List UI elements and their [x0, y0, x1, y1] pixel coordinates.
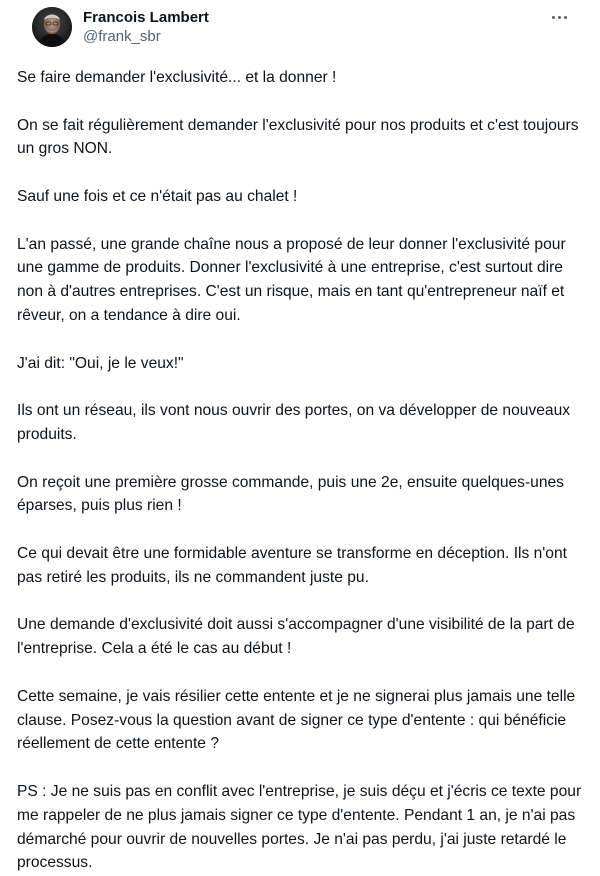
more-horizontal-icon: [552, 16, 555, 19]
tweet-paragraph: Ils ont un réseau, ils vont nous ouvrir des portes, on va développer de nouveaux produits.: [17, 402, 571, 443]
tweet-text: [17, 66, 583, 875]
tweet-paragraph: Se faire demander l'exclusivité... et la donner !: [17, 69, 337, 86]
tweet-paragraph: Ce qui devait être une formidable aventure se transforme en déception. Ils n'ont pas retiré les produits, ils ne commandent juste pu.: [17, 544, 567, 586]
avatar[interactable]: [32, 7, 72, 47]
tweet-paragraph: Une demande d'exclusivité doit aussi s'accompagner d'une visibilité de la part de l'entreprise. Cela a été le cas au début !: [17, 616, 575, 658]
tweet-paragraph: PS : Je ne suis pas en conflit avec l'entreprise, je suis déçu et j'écris ce texte pour me rappeler de ne plus jamais signer ce type d'entente. Pendant 1 an, je n'ai pas démarché pour ouvrir de nouvelles portes. Je n'ai pas perdu, j'ai juste retardé le processus.: [17, 782, 582, 872]
tweet-paragraph: L'an passé, une grande chaîne nous a proposé de leur donner l'exclusivité pour une gamme de produits. Donner l'exclusivité à une entreprise, c'est surtout dire non à d'autres entreprises. C'est un risque, mais en tant qu'entrepreneur naïf et rêveur, on a tendance à dire oui.: [17, 235, 566, 324]
avatar-photo-icon: [32, 7, 72, 47]
tweet-paragraph: Sauf une fois et ce n'était pas au chalet !: [17, 187, 298, 205]
tweet-paragraph: Cette semaine, je vais résilier cette entente et je ne signerai plus jamais une telle clause. Posez-vous la question avant de signer ce type d'entente : qui bénéficie réellement de cette entente ?: [17, 687, 576, 753]
tweet-header: [16, 0, 584, 62]
more-horizontal-icon: [564, 16, 567, 19]
tweet-paragraph: On se fait régulièrement demander l'exclusivité pour nos produits et c'est toujours un gros NON.: [17, 116, 579, 158]
author-names: [83, 9, 209, 47]
tweet-paragraph: On reçoit une première grosse commande, puis une 2e, ensuite quelques-unes éparses, puis plus rien !: [17, 473, 564, 515]
author-handle[interactable]: @frank_sbr: [83, 28, 161, 45]
author-display-name[interactable]: Francois Lambert: [83, 9, 209, 26]
more-options-button[interactable]: [548, 8, 570, 26]
tweet-paragraph: J'ai dit: "Oui, je le veux!": [17, 354, 184, 372]
more-horizontal-icon: [558, 16, 561, 19]
